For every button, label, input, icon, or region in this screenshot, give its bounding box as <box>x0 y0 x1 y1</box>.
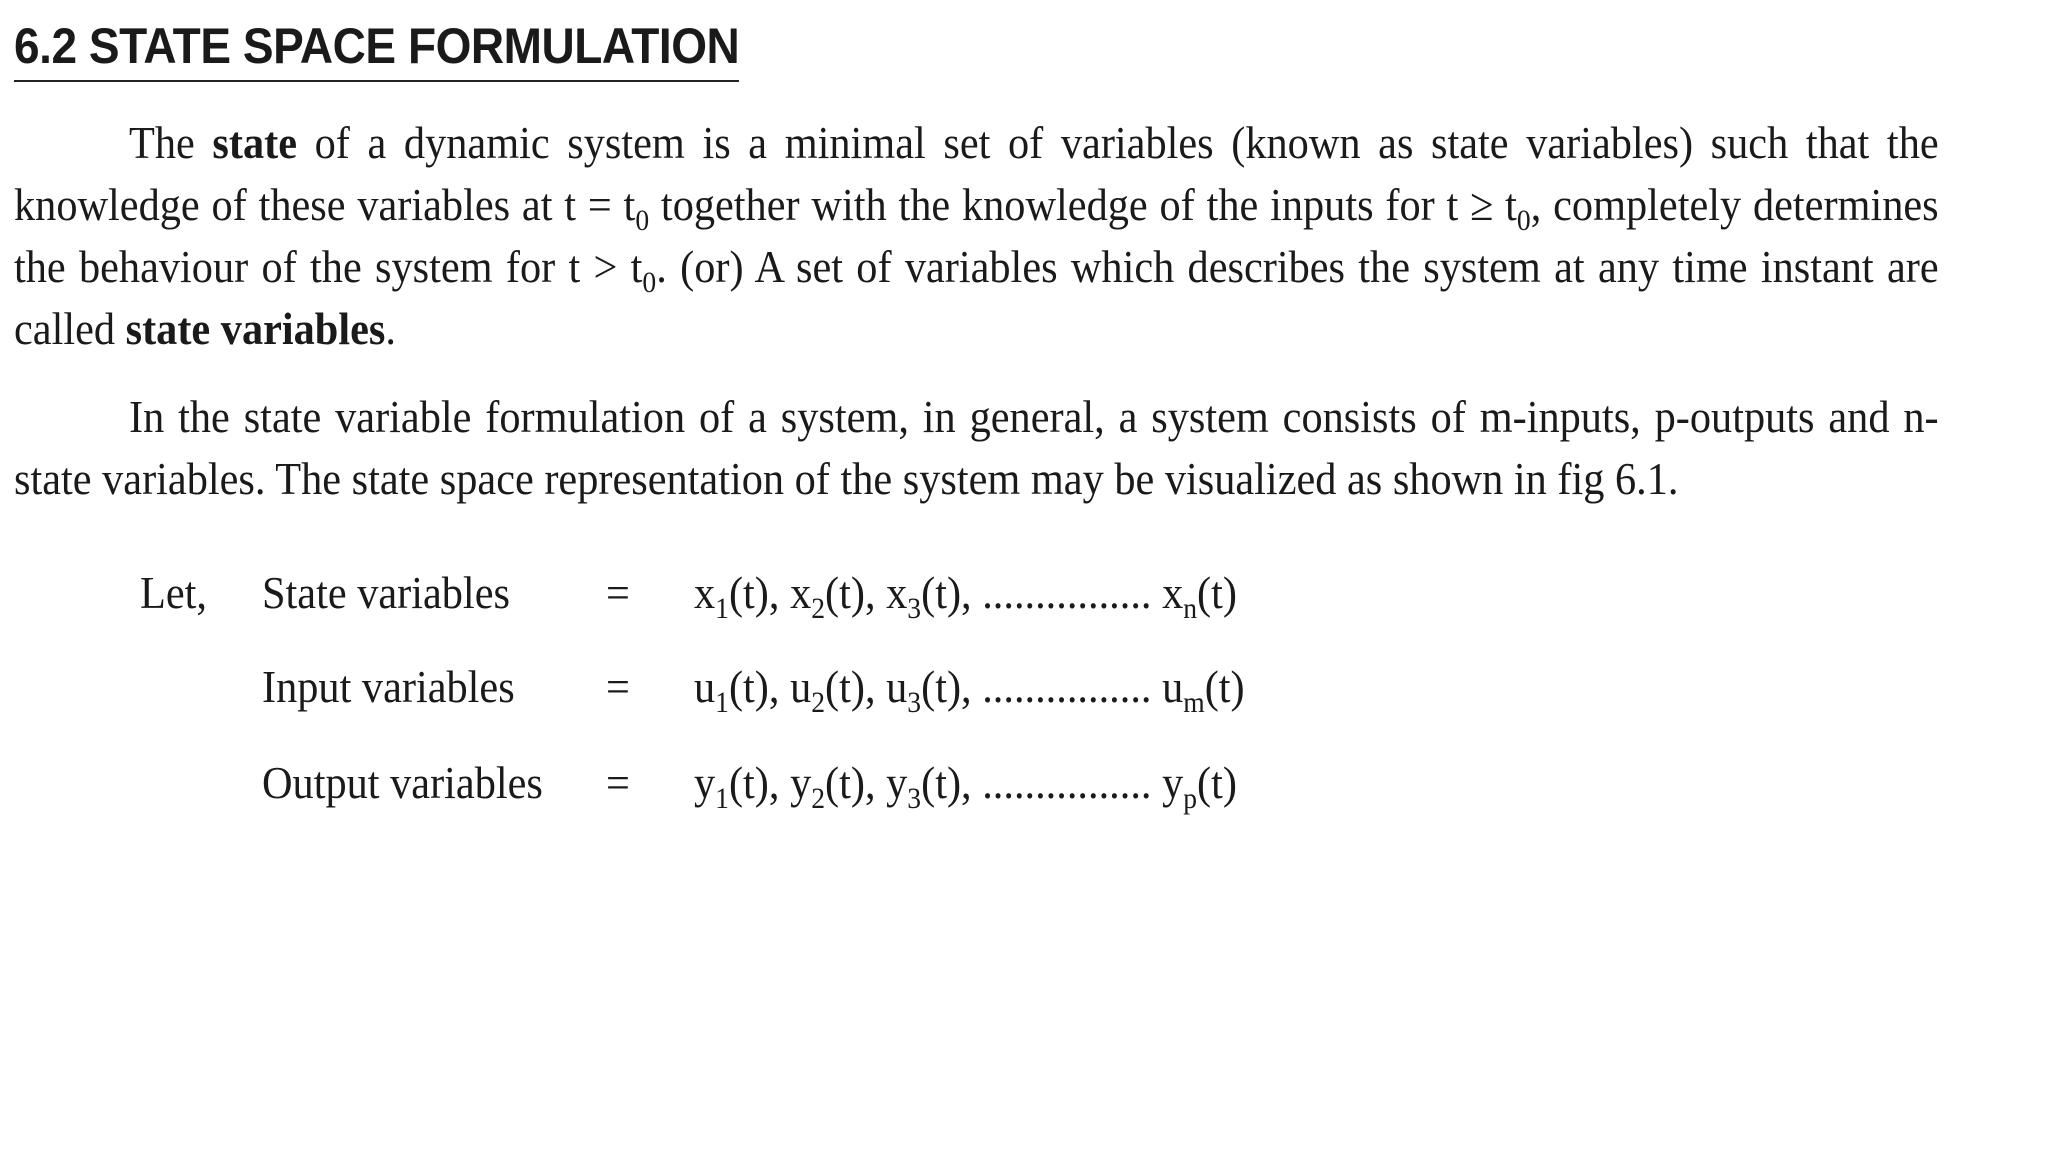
variable-list: $x_1(t)$, $x_2(t)$, $x_3(t)$, ................ $x_n(t)$ <box>694 567 1237 625</box>
equals-sign: = <box>606 757 630 808</box>
paragraph-formulation: In the state variable formulation of a system, in general, a system consists of m-inputs, p-outputs and n-state variables. The state space representation of the system may be visualized as shown in fig 6.1. <box>14 391 1939 504</box>
argument: (t) <box>921 567 962 618</box>
ellipsis-dots: ................ <box>982 757 1152 808</box>
argument: (t) <box>1204 661 1245 712</box>
subscript: 1 <box>715 686 729 719</box>
variable-symbol: x <box>694 567 716 618</box>
argument: (t) <box>728 757 769 808</box>
variable-symbol: y <box>886 757 908 808</box>
variable-symbol: y <box>1162 757 1184 808</box>
subscript: 2 <box>811 686 826 719</box>
subscript: 2 <box>811 592 826 625</box>
argument: (t) <box>728 567 769 618</box>
text-run: The <box>129 117 213 168</box>
argument: (t) <box>1197 567 1237 618</box>
variable-symbol: u <box>694 661 716 712</box>
subscript: 2 <box>811 782 826 815</box>
subscript: 0 <box>635 204 650 237</box>
text-run: . (or) A set of variables which describes the system at any time instant are called <box>14 241 1939 354</box>
variable-type-label: Input variables <box>262 661 515 712</box>
variable-symbol: u <box>1162 661 1184 712</box>
ellipsis-dots: ................ <box>982 567 1152 618</box>
argument: (t) <box>921 661 962 712</box>
argument: (t) <box>825 567 865 618</box>
argument: (t) <box>825 757 865 808</box>
subscript: 3 <box>907 592 922 625</box>
text-run: of a dynamic system is a minimal set of variables (known as state variables) such that the knowledge of these variables at t = t <box>14 117 1939 230</box>
bold-term-state-variables: state variables <box>125 303 386 354</box>
equals-sign: = <box>606 661 630 712</box>
paragraph-state-definition <box>14 112 1939 360</box>
ellipsis-dots: ................ <box>982 661 1152 712</box>
subscript: 3 <box>907 686 922 719</box>
variable-symbol: u <box>790 661 812 712</box>
subscript: 0 <box>1516 204 1531 237</box>
subscript: m <box>1183 686 1205 719</box>
page <box>14 14 1939 510</box>
variable-type-label: State variables <box>262 567 510 618</box>
variable-symbol: y <box>790 757 812 808</box>
variable-symbol: x <box>886 567 908 618</box>
variable-symbol: u <box>886 661 908 712</box>
variable-list: $y_1(t)$, $y_2(t)$, $y_3(t)$, ................ $y_p(t)$ <box>694 757 1237 815</box>
variable-list: $u_1(t)$, $u_2(t)$, $u_3(t)$, ................ $u_m(t)$ <box>694 661 1245 719</box>
section-heading: 6.2 STATE SPACE FORMULATION <box>14 14 739 82</box>
argument: (t) <box>728 661 769 712</box>
variable-type-label: Output variables <box>262 757 543 808</box>
subscript: p <box>1183 782 1198 815</box>
text-run: . <box>385 303 396 354</box>
variable-symbol: y <box>694 757 716 808</box>
variable-symbol: x <box>1162 567 1184 618</box>
subscript: 1 <box>715 782 729 815</box>
subscript: 1 <box>715 592 729 625</box>
bold-term-state: state <box>212 117 298 168</box>
variable-symbol: x <box>790 567 812 618</box>
argument: (t) <box>921 757 962 808</box>
argument: (t) <box>825 661 865 712</box>
argument: (t) <box>1197 757 1237 808</box>
subscript: 3 <box>907 782 922 815</box>
subscript: 0 <box>642 266 657 299</box>
text-run: together with the knowledge of the inputs for t ≥ t <box>649 179 1517 230</box>
equals-sign: = <box>606 567 630 618</box>
subscript: n <box>1183 592 1198 625</box>
text-run: , completely determines the behaviour of the system for t > t <box>14 179 1939 292</box>
